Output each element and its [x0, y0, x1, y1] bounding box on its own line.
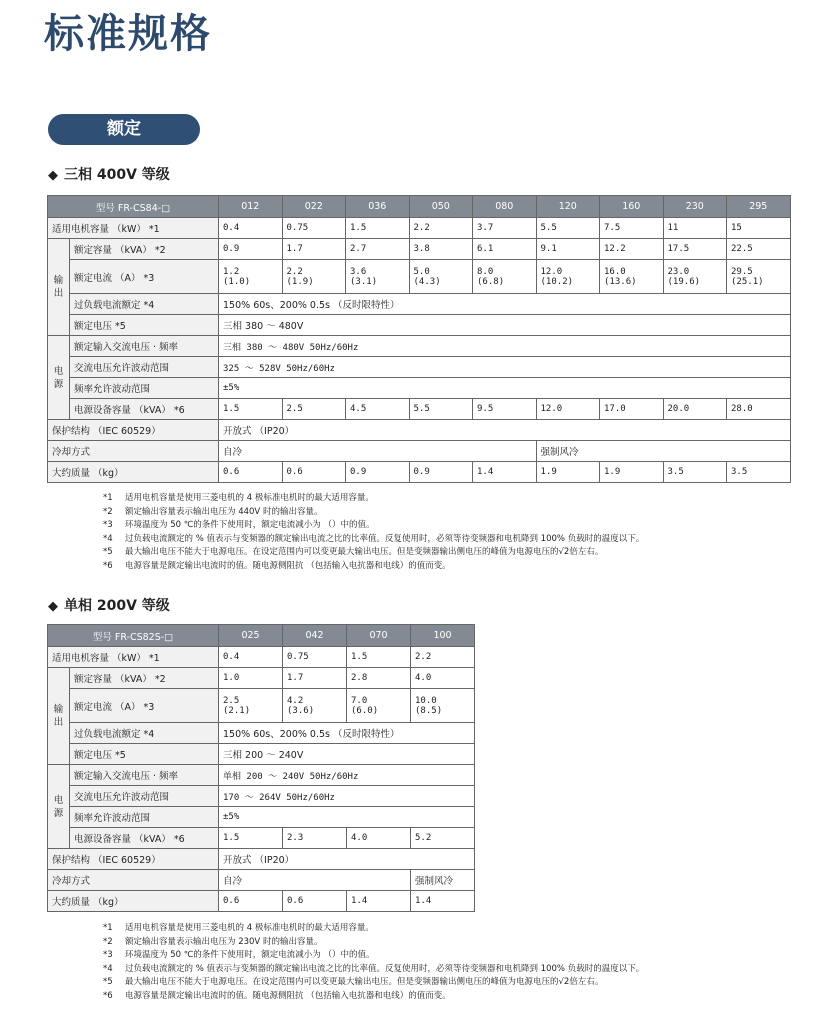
- model-header: 230: [663, 196, 727, 218]
- mass-cell: 1.9: [600, 462, 664, 483]
- capacity-cell: 1.7: [282, 239, 346, 260]
- footnote: *4 过负载电流额定的 % 值表示与变频器的额定输出电流之比的比率值。反复使用时，必须等待变频器和电机降到 100% 负载时的温度以下。: [103, 533, 645, 544]
- input_label: 额定输入交流电压 · 频率: [70, 336, 219, 357]
- capacity-cell: 12.2: [600, 239, 664, 260]
- mass-cell: 1.4: [473, 462, 537, 483]
- capacity-cell: 3.8: [409, 239, 473, 260]
- cooling-self: 自冷: [219, 870, 411, 891]
- cooling_label: 冷却方式: [48, 441, 219, 462]
- equip-cell: 4.5: [346, 399, 410, 420]
- protect-value: 开放式 （IP20）: [219, 420, 791, 441]
- current-cell: 1.2 (1.0): [219, 260, 283, 294]
- capacity_label: 额定容量 （kVA） *2: [70, 668, 219, 689]
- motor_label: 适用电机容量 （kW） *1: [48, 218, 219, 239]
- footnote: *1 适用电机容量是使用三菱电机的 4 极标准电机时的最大适用容量。: [103, 493, 374, 503]
- freq-value: ±5%: [219, 378, 791, 399]
- capacity-cell: 1.7: [283, 668, 347, 689]
- model-header: 160: [600, 196, 664, 218]
- cooling-forced: 强制风冷: [536, 441, 790, 462]
- mass-cell: 0.6: [219, 891, 283, 912]
- current-cell: 2.5 (2.1): [219, 689, 283, 723]
- current-cell: 4.2 (3.6): [283, 689, 347, 723]
- footnote: *3 环境温度为 50 ℃的条件下使用时，额定电流减小为 （）中的值。: [103, 520, 375, 530]
- output_group: 输出: [48, 668, 70, 765]
- motor-cell: 11: [663, 218, 727, 239]
- model-header: 080: [473, 196, 537, 218]
- freq-value: ±5%: [219, 807, 475, 828]
- mass-cell: 0.6: [282, 462, 346, 483]
- footnote: *6 电源容量是额定输出电流时的值。随电源侧阻抗 （包括输入电抗器和电线）的值而变。: [103, 560, 451, 571]
- spec-table-200v: [47, 624, 475, 912]
- mass-cell: 3.5: [663, 462, 727, 483]
- footnote: *3 环境温度为 50 ℃的条件下使用时，额定电流减小为 （）中的值。: [103, 950, 375, 960]
- motor_label: 适用电机容量 （kW） *1: [48, 647, 219, 668]
- model-header: 070: [347, 625, 411, 647]
- equip-cell: 5.2: [411, 828, 475, 849]
- motor-cell: 3.7: [473, 218, 537, 239]
- model-header: 036: [346, 196, 410, 218]
- section-heading-text: 单相 200V 等级: [64, 598, 170, 614]
- fluct_label: 交流电压允许波动范围: [70, 357, 219, 378]
- cooling-self: 自冷: [219, 441, 537, 462]
- section-heading-400v: [48, 164, 170, 184]
- equip-cell: 5.5: [409, 399, 473, 420]
- mass-cell: 1.9: [536, 462, 600, 483]
- equip_label: 电源设备容量 （kVA） *6: [70, 399, 219, 420]
- motor-cell: 0.4: [219, 647, 283, 668]
- section-pill: 额定: [48, 114, 200, 145]
- current-cell: 16.0 (13.6): [600, 260, 664, 294]
- mass_label: 大约质量 （kg）: [48, 462, 219, 483]
- notes-200v: [103, 922, 644, 1003]
- motor-cell: 2.2: [409, 218, 473, 239]
- overload-value: 150% 60s、200% 0.5s （反时限特性）: [219, 723, 475, 744]
- power_group: 电源: [48, 765, 70, 849]
- current_label: 额定电流 （A） *3: [70, 260, 219, 294]
- equip-cell: 1.5: [219, 828, 283, 849]
- capacity-cell: 4.0: [411, 668, 475, 689]
- fluct-value: 325 ～ 528V 50Hz/60Hz: [219, 357, 791, 378]
- freq_label: 频率允许波动范围: [70, 378, 219, 399]
- spec-table-400v: [47, 195, 791, 483]
- mass_label: 大约质量 （kg）: [48, 891, 219, 912]
- model-label: 型号 FR-CS82S-□: [48, 625, 219, 647]
- equip-cell: 9.5: [473, 399, 537, 420]
- capacity-cell: 22.5: [727, 239, 791, 260]
- capacity-cell: 17.5: [663, 239, 727, 260]
- equip-cell: 2.5: [282, 399, 346, 420]
- freq_label: 频率允许波动范围: [70, 807, 219, 828]
- current-cell: 29.5 (25.1): [727, 260, 791, 294]
- input-value: 单相 200 ～ 240V 50Hz/60Hz: [219, 765, 475, 786]
- capacity-cell: 2.8: [347, 668, 411, 689]
- cooling_label: 冷却方式: [48, 870, 219, 891]
- cooling-forced: 强制风冷: [411, 870, 475, 891]
- equip-cell: 2.3: [283, 828, 347, 849]
- current_label: 额定电流 （A） *3: [70, 689, 219, 723]
- mass-cell: 0.9: [346, 462, 410, 483]
- model-header: 120: [536, 196, 600, 218]
- current-cell: 23.0 (19.6): [663, 260, 727, 294]
- diamond-icon: ◆: [48, 599, 58, 614]
- capacity_label: 额定容量 （kVA） *2: [70, 239, 219, 260]
- protect_label: 保护结构 （IEC 60529）: [48, 849, 219, 870]
- footnote: *6 电源容量是额定输出电流时的值。随电源侧阻抗 （包括输入电抗器和电线）的值而变。: [103, 990, 451, 1001]
- model-header: 295: [727, 196, 791, 218]
- input-value: 三相 380 ～ 480V 50Hz/60Hz: [219, 336, 791, 357]
- model-header: 042: [283, 625, 347, 647]
- footnote: *2 额定输出容量表示输出电压为 230V 时的输出容量。: [103, 936, 323, 947]
- section-heading-200v: [48, 595, 170, 615]
- equip-cell: 17.0: [600, 399, 664, 420]
- protect_label: 保护结构 （IEC 60529）: [48, 420, 219, 441]
- input_label: 额定输入交流电压 · 频率: [70, 765, 219, 786]
- equip-cell: 1.5: [219, 399, 283, 420]
- output_group: 输出: [48, 239, 70, 336]
- model-header: 022: [282, 196, 346, 218]
- page-title: 标准规格: [44, 11, 212, 57]
- diamond-icon: ◆: [48, 168, 58, 183]
- model-header: 012: [219, 196, 283, 218]
- current-cell: 12.0 (10.2): [536, 260, 600, 294]
- footnote: *5 最大输出电压不能大于电源电压。在设定范围内可以变更最大输出电压。但是变频器输出侧电压的峰值为电源电压的√2倍左右。: [103, 977, 604, 987]
- current-cell: 7.0 (6.0): [347, 689, 411, 723]
- equip-cell: 20.0: [663, 399, 727, 420]
- capacity-cell: 9.1: [536, 239, 600, 260]
- model-label: 型号 FR-CS84-□: [48, 196, 219, 218]
- current-cell: 2.2 (1.9): [282, 260, 346, 294]
- motor-cell: 2.2: [411, 647, 475, 668]
- fluct-value: 170 ～ 264V 50Hz/60Hz: [219, 786, 475, 807]
- capacity-cell: 1.0: [219, 668, 283, 689]
- mass-cell: 0.9: [409, 462, 473, 483]
- capacity-cell: 2.7: [346, 239, 410, 260]
- mass-cell: 1.4: [411, 891, 475, 912]
- mass-cell: 3.5: [727, 462, 791, 483]
- motor-cell: 0.75: [283, 647, 347, 668]
- motor-cell: 15: [727, 218, 791, 239]
- mass-cell: 0.6: [283, 891, 347, 912]
- motor-cell: 0.4: [219, 218, 283, 239]
- current-cell: 8.0 (6.8): [473, 260, 537, 294]
- equip-cell: 28.0: [727, 399, 791, 420]
- current-cell: 10.0 (8.5): [411, 689, 475, 723]
- footnote: *5 最大输出电压不能大于电源电压。在设定范围内可以变更最大输出电压。但是变频器输出侧电压的峰值为电源电压的√2倍左右。: [103, 547, 604, 557]
- equip_label: 电源设备容量 （kVA） *6: [70, 828, 219, 849]
- section-heading-text: 三相 400V 等级: [64, 167, 170, 183]
- motor-cell: 0.75: [282, 218, 346, 239]
- motor-cell: 7.5: [600, 218, 664, 239]
- model-header: 050: [409, 196, 473, 218]
- mass-cell: 1.4: [347, 891, 411, 912]
- motor-cell: 1.5: [347, 647, 411, 668]
- power_group: 电源: [48, 336, 70, 420]
- footnote: *2 额定输出容量表示输出电压为 440V 时的输出容量。: [103, 506, 323, 517]
- motor-cell: 5.5: [536, 218, 600, 239]
- model-header: 100: [411, 625, 475, 647]
- current-cell: 5.0 (4.3): [409, 260, 473, 294]
- fluct_label: 交流电压允许波动范围: [70, 786, 219, 807]
- equip-cell: 4.0: [347, 828, 411, 849]
- overload-value: 150% 60s、200% 0.5s （反时限特性）: [219, 294, 791, 315]
- model-header: 025: [219, 625, 283, 647]
- voltage-value: 三相 380 ～ 480V: [219, 315, 791, 336]
- protect-value: 开放式 （IP20）: [219, 849, 475, 870]
- current-cell: 3.6 (3.1): [346, 260, 410, 294]
- overload_label: 过负载电流额定 *4: [70, 723, 219, 744]
- notes-400v: [103, 492, 644, 573]
- voltage_label: 额定电压 *5: [70, 744, 219, 765]
- footnote: *4 过负载电流额定的 % 值表示与变频器的额定输出电流之比的比率值。反复使用时，必须等待变频器和电机降到 100% 负载时的温度以下。: [103, 963, 645, 974]
- footnote: *1 适用电机容量是使用三菱电机的 4 极标准电机时的最大适用容量。: [103, 923, 374, 933]
- motor-cell: 1.5: [346, 218, 410, 239]
- capacity-cell: 6.1: [473, 239, 537, 260]
- voltage-value: 三相 200 ～ 240V: [219, 744, 475, 765]
- voltage_label: 额定电压 *5: [70, 315, 219, 336]
- capacity-cell: 0.9: [219, 239, 283, 260]
- mass-cell: 0.6: [219, 462, 283, 483]
- equip-cell: 12.0: [536, 399, 600, 420]
- overload_label: 过负载电流额定 *4: [70, 294, 219, 315]
